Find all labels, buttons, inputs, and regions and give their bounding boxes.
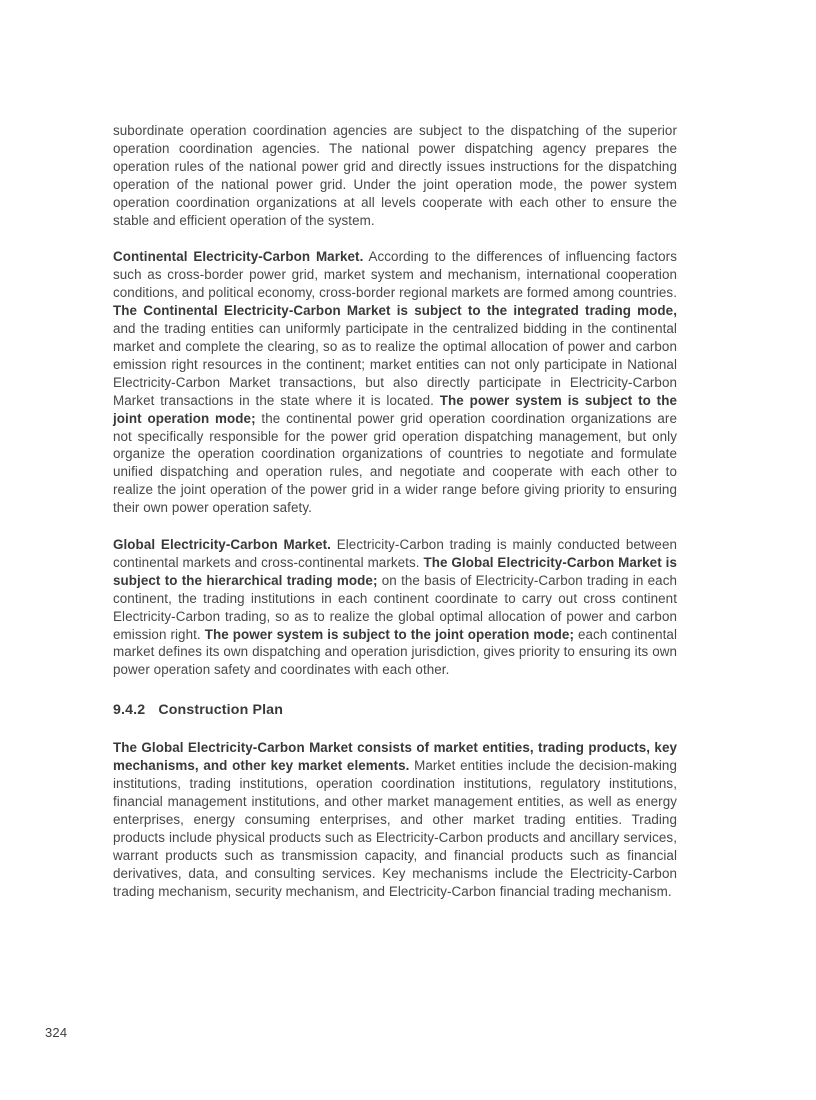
bold-lead-in: The Global Electricity-Carbon Market consists of market entities, trading products, key mechanisms, and other key market elements. (113, 740, 677, 774)
section-title: Construction Plan (158, 702, 284, 719)
body-text-run: Electricity-Carbon trading is mainly conducted between continental markets and cross-continental markets. (113, 537, 678, 570)
paragraph-dispatching (113, 122, 677, 229)
section-number: 9.4.2 (113, 702, 146, 719)
bold-lead-in: Global Electricity-Carbon Market. (113, 537, 331, 553)
bold-lead-in: Continental Electricity-Carbon Market. (113, 249, 364, 265)
body-text-run: According to the differences of influencing factors such as cross-border power grid, market system and mechanism, international cooperation conditions, and political economy, cross-border regional markets are formed among countries. (113, 249, 677, 301)
page-footer (45, 1024, 67, 1042)
bold-key-statement: The Continental Electricity-Carbon Market is subject to the integrated trading mode, (113, 303, 677, 319)
bold-key-statement: The Global Electricity-Carbon Market is subject to the hierarchical trading mode; (113, 554, 677, 588)
page-number: 324 (45, 1025, 68, 1040)
body-text-run: the continental power grid operation coordination organizations are not specifically responsible for the power grid operation dispatching management, but only organize the operation coordination organizations of countries to negotiate and formulate unified dispatching and operation rules, and negotiate and cooperate with each other to realize the joint operation of the power grid in a wider range before giving priority to ensuring their own power operation safety. (113, 410, 677, 516)
bold-key-statement: The power system is subject to the joint operation mode; (204, 626, 575, 642)
paragraph-global-market (113, 536, 677, 679)
paragraph-continental-market (113, 248, 677, 517)
section-heading (113, 702, 677, 719)
body-text-run: on the basis of Electricity-Carbon trading in each continent, the trading institutions in each continent coordinate to carry out cross continent Electricity-Carbon trading, so as to realize the global optimal allocation of power and carbon emission right. (113, 572, 677, 642)
body-text-run: and the trading entities can uniformly participate in the centralized bidding in the continental market and complete the clearing, so as to realize the optimal allocation of power and carbon emission right resources in the continent; market entities can not only participate in National Electricity-Carbon Market transactions, but also directly participate in Electricity-Carbon Market transactions in the state where it is located. (113, 321, 677, 408)
bold-key-statement: The power system is subject to the joint operation mode; (113, 392, 677, 426)
body-text-run: Market entities include the decision-making institutions, trading institutions, operation coordination institutions, regulatory institutions, financial management institutions, and other market management entities, as well as energy enterprises, energy consuming enterprises, and other market trading entities. Trading products include physical products such as Electricity-Carbon products and ancillary services, warrant products such as transmission capacity, and financial products such as financial derivatives, data, and consulting services. Key mechanisms include the Electricity-Carbon trading mechanism, security mechanism, and Electricity-Carbon financial trading mechanism. (113, 758, 677, 899)
body-text-run: subordinate operation coordination agencies are subject to the dispatching of the superior operation coordination agencies. The national power dispatching agency prepares the operation rules of the national power grid and directly issues instructions for the dispatching operation of the national power grid. Under the joint operation mode, the power system operation coordination organizations at all levels cooperate with each other to ensure the stable and efficient operation of the system. (113, 123, 677, 228)
page-body-text (113, 122, 677, 919)
paragraph-construction-plan (113, 739, 677, 900)
body-text-run: each continental market defines its own dispatching and operation jurisdiction, gives priority to ensuring its own power operation safety and coordinates with each other. (113, 626, 678, 678)
